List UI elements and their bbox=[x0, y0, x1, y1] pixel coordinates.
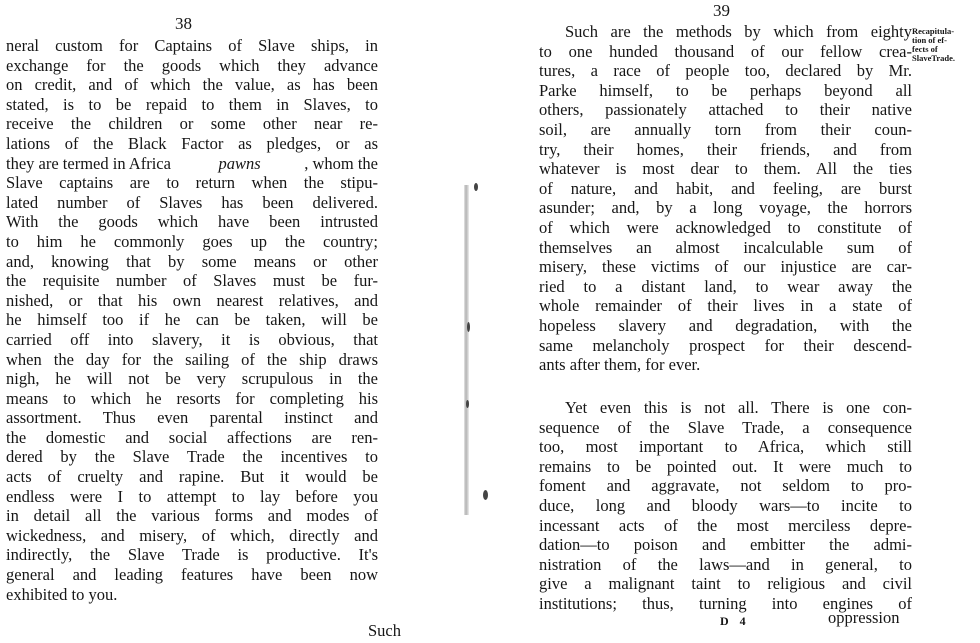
text-line: assortment. Thus even parental instinct and bbox=[6, 408, 378, 428]
text-line: dation—to poison and embitter the admi- bbox=[539, 535, 912, 555]
left-page-text bbox=[6, 36, 378, 604]
gutter-speck bbox=[466, 400, 469, 408]
text-line: the requisite number of Slaves must be fur- bbox=[6, 271, 378, 291]
text-line: exchange for the goods which they advance bbox=[6, 55, 378, 75]
text-line: remains to be pointed out. It were much to bbox=[539, 456, 912, 476]
text-line: incessant acts of the most merciless depre- bbox=[539, 515, 912, 535]
text-line: to one hunded thousand of our fellow crea- bbox=[539, 41, 912, 61]
gutter-speck bbox=[467, 322, 470, 332]
text-fragment: they are termed in Africa bbox=[6, 153, 176, 173]
right-page bbox=[530, 0, 980, 643]
text-line: of nature, and habit, and feeling, are burst bbox=[539, 178, 912, 198]
text-line: means to which he resorts for completing his bbox=[6, 388, 378, 408]
text-line: exhibited to you. bbox=[6, 584, 118, 604]
text-line: Slave captains are to return when the stipu- bbox=[6, 173, 378, 193]
text-line: misery, these victims of our injustice are car- bbox=[539, 257, 912, 277]
margin-note-line: SlaveTrade. bbox=[912, 53, 956, 63]
text-line: Yet even this is not all. There is one con- bbox=[565, 398, 912, 417]
text-line: give a malignant taint to religious and civil bbox=[539, 574, 912, 594]
text-line: Parke himself, to be perhaps beyond all bbox=[539, 80, 912, 100]
text-line: same melancholy prospect for their descend- bbox=[539, 335, 912, 355]
text-line: and, knowing that by some means or other bbox=[6, 251, 378, 271]
text-line: try, their homes, their friends, and from bbox=[539, 139, 912, 159]
margin-note-line: tion of ef- bbox=[912, 35, 947, 45]
text-line: nigh, he will not be very scrupulous in the bbox=[6, 369, 378, 389]
text-line: neral custom for Captains of Slave ships, in bbox=[6, 36, 378, 55]
text-line: lations of the Black Factor as pledges, or as bbox=[6, 133, 378, 153]
text-line: duce, long and bloody wars—to incite to bbox=[539, 495, 912, 515]
margin-note-line: Recapitula- bbox=[912, 26, 955, 36]
text-line: soil, are annually torn from their coun- bbox=[539, 119, 912, 139]
text-line: of which were acknowledged to constitute of bbox=[539, 217, 912, 237]
text-line: ried to a distant land, to wear away the bbox=[539, 276, 912, 296]
italic-term-pawns: pawns bbox=[218, 153, 261, 173]
text-line: foment and aggravate, not seldom to pro- bbox=[539, 476, 912, 496]
text-line: lated number of Slaves has been delivered. bbox=[6, 192, 378, 212]
margin-note bbox=[912, 27, 978, 63]
right-page-number: 39 bbox=[713, 1, 730, 20]
text-line: Such are the methods by which from eighty bbox=[565, 22, 912, 41]
text-line: in detail all the various forms and modes of bbox=[6, 506, 378, 526]
text-line: general and leading features have been now bbox=[6, 565, 378, 585]
left-page-number: 38 bbox=[175, 14, 192, 33]
text-line: tures, a race of people too, declared by Mr. bbox=[539, 61, 912, 81]
text-line: too, most important to Africa, which still bbox=[539, 437, 912, 457]
left-catchword: Such bbox=[368, 621, 401, 640]
text-line: dered by the Slave Trade the incentives to bbox=[6, 447, 378, 467]
text-line: when the day for the sailing of the ship draws bbox=[6, 349, 378, 369]
text-line: carried off into slavery, it is obvious, that bbox=[6, 329, 378, 349]
text-line: he himself too if he can be taken, will be bbox=[6, 310, 378, 330]
text-line: others, passionately attached to their native bbox=[539, 100, 912, 120]
text-line: receive the children or some other near re- bbox=[6, 114, 378, 134]
text-line: sequence of the Slave Trade, a consequence bbox=[539, 417, 912, 437]
text-line: to him he commonly goes up the country; bbox=[6, 231, 378, 251]
text-line-with-italic bbox=[6, 154, 378, 174]
right-paragraph-1 bbox=[539, 22, 912, 375]
text-line: endless were I to attempt to lay before you bbox=[6, 486, 378, 506]
text-line: ants after them, for ever. bbox=[539, 355, 701, 375]
text-line: institutions; thus, turning into engines of bbox=[539, 593, 912, 613]
text-line: themselves an almost incalculable sum of bbox=[539, 237, 912, 257]
text-line: stated, is to be repaid to them in Slaves, to bbox=[6, 94, 378, 114]
text-line: indirectly, the Slave Trade is productive. It's bbox=[6, 545, 378, 565]
right-catchword: oppression bbox=[828, 608, 900, 627]
text-line: nished, or that his own nearest relatives, and bbox=[6, 290, 378, 310]
text-line: wickedness, and misery, of which, directly and bbox=[6, 525, 378, 545]
text-line: the domestic and social affections are ren- bbox=[6, 427, 378, 447]
text-line: asunder; and, by a long voyage, the horrors bbox=[539, 198, 912, 218]
text-fragment: , whom the bbox=[304, 153, 378, 173]
gutter-speck bbox=[483, 490, 488, 500]
text-line: whatever is most dear to them. All the ties bbox=[539, 159, 912, 179]
book-gutter bbox=[440, 0, 530, 643]
signature-mark: D 4 bbox=[720, 614, 750, 628]
text-line: nistration of the laws—and in general, to bbox=[539, 554, 912, 574]
text-line: With the goods which have been intrusted bbox=[6, 212, 378, 232]
text-line: hopeless slavery and degradation, with the bbox=[539, 315, 912, 335]
text-line: acts of cruelty and rapine. But it would be bbox=[6, 467, 378, 487]
margin-note-line: fects of bbox=[912, 44, 938, 54]
right-paragraph-2 bbox=[539, 398, 912, 614]
gutter-speck bbox=[474, 183, 478, 191]
text-line: whole remainder of their lives in a state of bbox=[539, 296, 912, 316]
left-page bbox=[0, 0, 440, 643]
text-line: on credit, and of which the value, as has been bbox=[6, 75, 378, 95]
gutter-shadow bbox=[464, 185, 469, 515]
